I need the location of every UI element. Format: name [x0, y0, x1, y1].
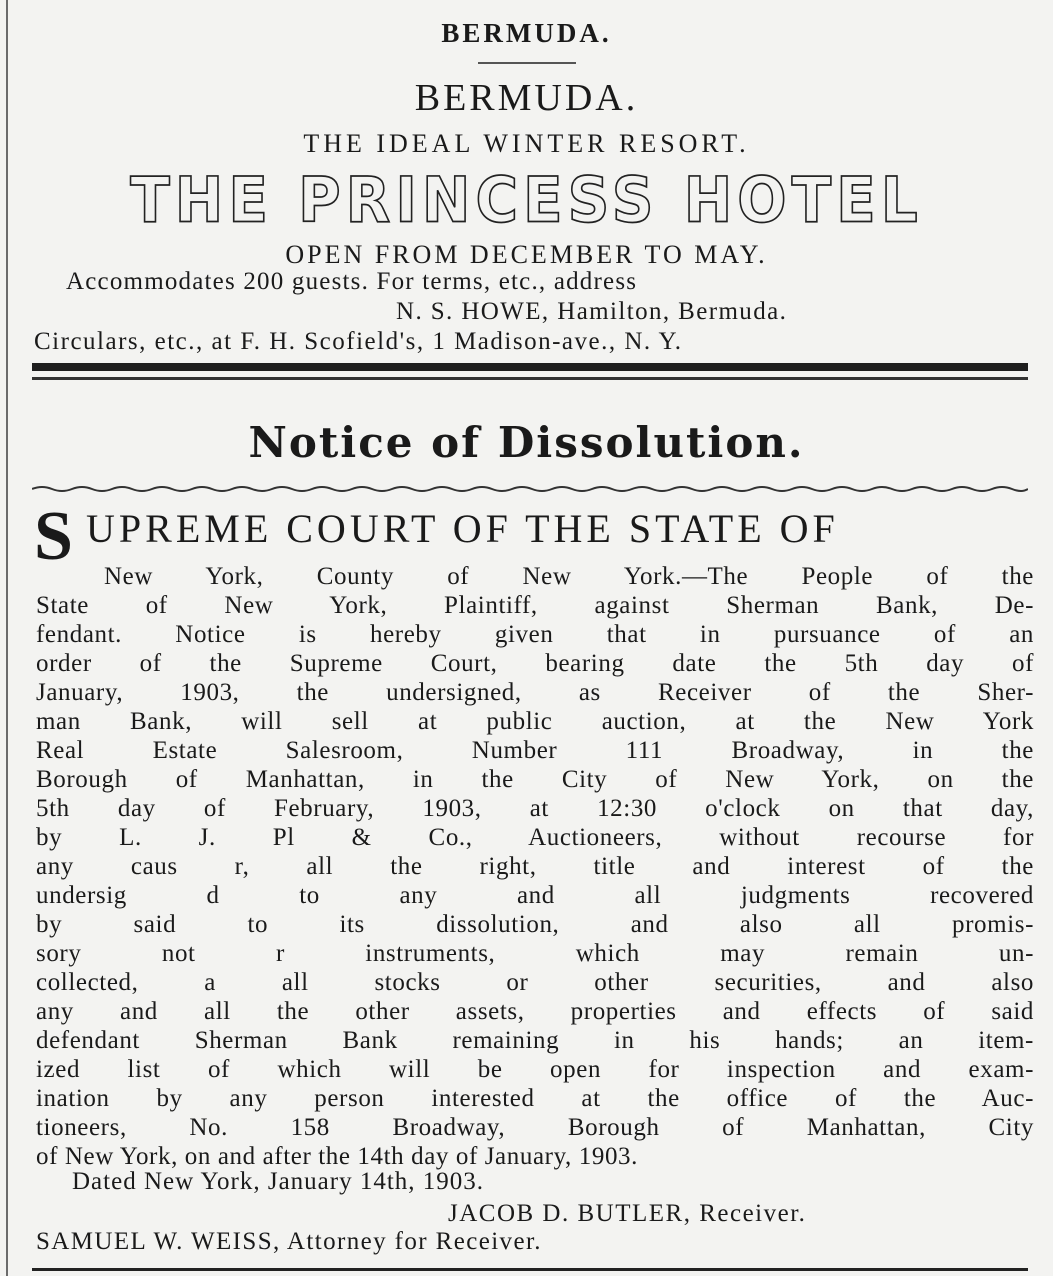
notice-line: New York, County of New York.—The People of the [104, 563, 1034, 590]
notice-line: State of New York, Plaintiff, against Sherman Bank, De- [36, 592, 1034, 619]
notice-line: sory not r instruments, which may remain un- [36, 940, 1034, 967]
notice-title: Notice of Dissolution. [248, 418, 805, 467]
notice-line: fendant. Notice is hereby given that in pursuance of an [36, 621, 1034, 648]
section-divider-thick [32, 363, 1028, 371]
notice-line: any and all the other assets, properties and effects of said [36, 998, 1034, 1025]
notice-line: Borough of Manhattan, in the City of New York, on the [36, 766, 1034, 793]
ad-circulars: Circulars, etc., at F. H. Scofield's, 1 Madison-ave., N. Y. [34, 328, 683, 355]
notice-line: by said to its dissolution, and also all promis- [36, 911, 1034, 938]
attorney-line: SAMUEL W. WEISS, Attorney for Receiver. [36, 1228, 542, 1255]
notice-dated: Dated New York, January 14th, 1903. [72, 1168, 485, 1195]
notice-line: any caus r, all the right, title and interest of the [36, 853, 1034, 880]
hotel-name: THE PRINCESS HOTEL [130, 163, 923, 237]
notice-line: Real Estate Salesroom, Number 111 Broadway, in the [36, 737, 1034, 764]
notice-line: defendant Sherman Bank remaining in his hands; an item- [36, 1027, 1034, 1054]
notice-line: tioneers, No. 158 Broadway, Borough of Manhattan, City [36, 1114, 1034, 1141]
notice-line: man Bank, will sell at public auction, at the New York [36, 708, 1034, 735]
notice-line: undersig d to any and all judgments recovered [36, 882, 1034, 909]
notice-line: of New York, on and after the 14th day of January, 1903. [36, 1143, 638, 1170]
notice-line: ized list of which will be open for inspection and exam- [36, 1056, 1034, 1083]
bottom-divider [32, 1268, 1028, 1271]
drop-cap: S [34, 498, 73, 575]
notice-line: order of the Supreme Court, bearing date the 5th day of [36, 650, 1034, 677]
section-divider-thin [32, 377, 1028, 380]
wavy-divider [32, 484, 1028, 494]
heading-divider [478, 62, 576, 64]
notice-line: by L. J. Pl & Co., Auctioneers, without recourse for [36, 824, 1034, 851]
notice-body [36, 562, 1034, 1171]
receiver-signature: JACOB D. BUTLER, Receiver. [448, 1200, 807, 1227]
section-heading: BERMUDA. [441, 18, 612, 48]
notice-line: 5th day of February, 1903, at 12:30 o'clock on that day, [36, 795, 1034, 822]
court-heading: UPREME COURT OF THE STATE OF [86, 506, 839, 551]
ad-season: OPEN FROM DECEMBER TO MAY. [285, 240, 768, 269]
ad-contact: N. S. HOWE, Hamilton, Bermuda. [396, 298, 788, 325]
ad-heading: BERMUDA. [414, 77, 639, 119]
ad-accommodates: Accommodates 200 guests. For terms, etc., address [66, 268, 638, 295]
ad-tagline: THE IDEAL WINTER RESORT. [303, 129, 750, 158]
notice-line: ination by any person interested at the office of the Auc- [36, 1085, 1034, 1112]
notice-line: collected, a all stocks or other securities, and also [36, 969, 1034, 996]
notice-line: January, 1903, the undersigned, as Receiver of the Sher- [36, 679, 1034, 706]
